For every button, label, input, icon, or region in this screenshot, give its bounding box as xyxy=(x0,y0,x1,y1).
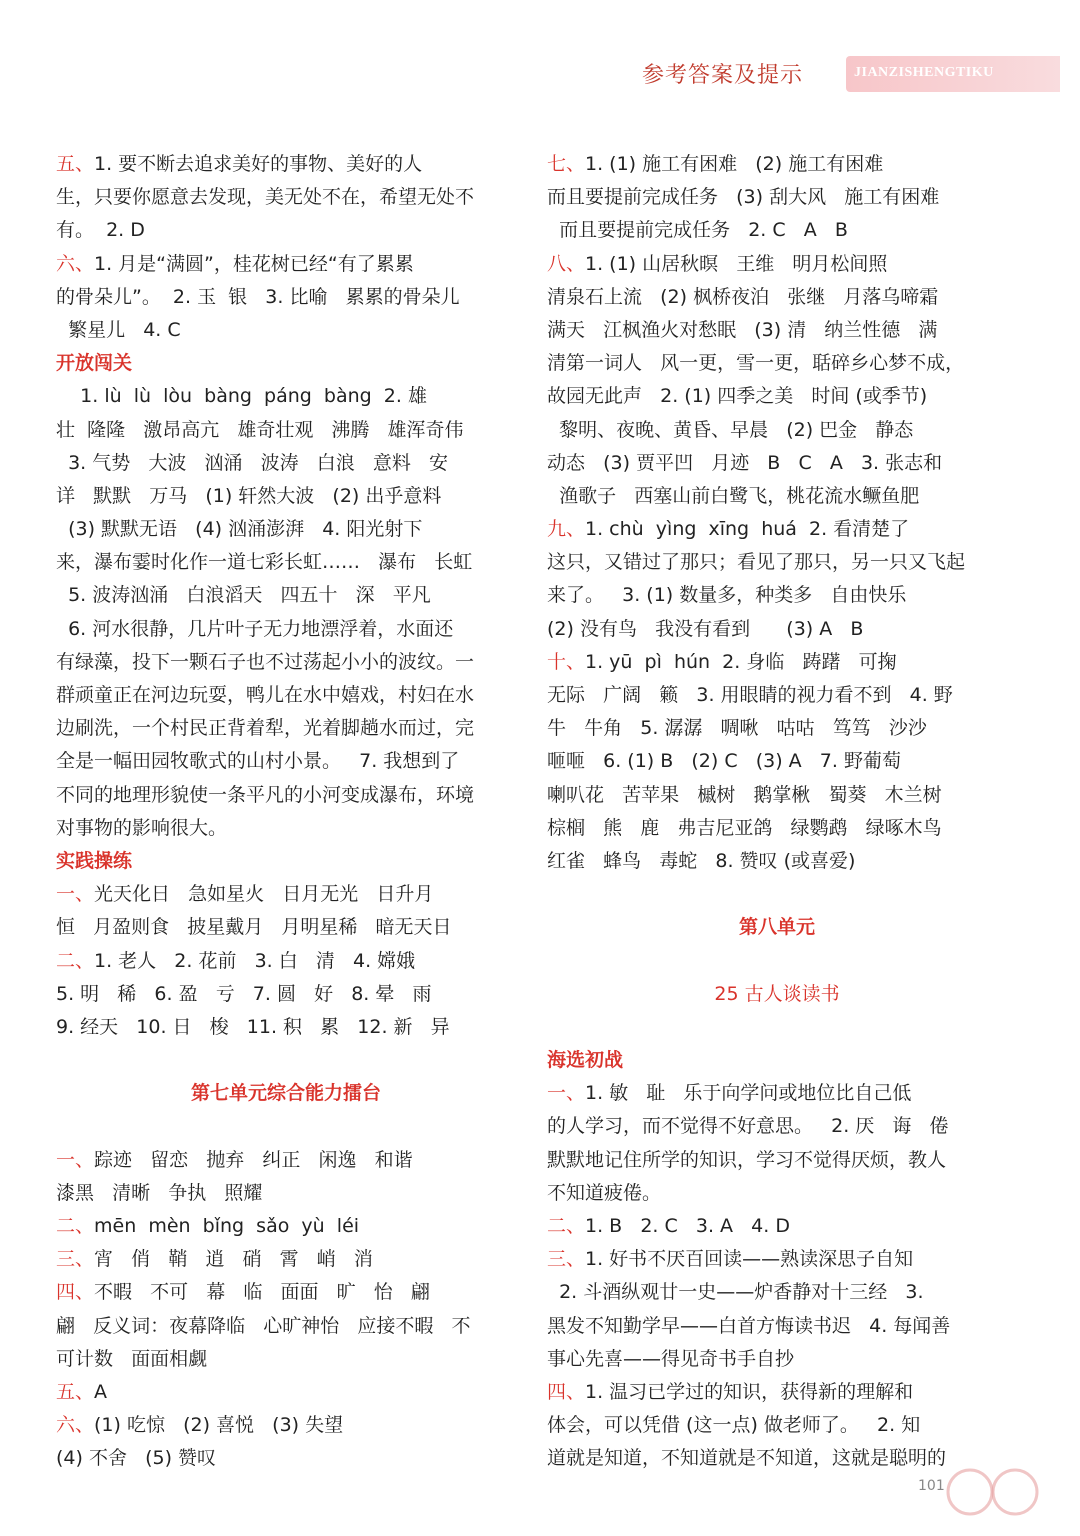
answer-line xyxy=(547,1144,1007,1177)
question-number: 三、 xyxy=(56,1248,95,1271)
question-number: 四、 xyxy=(547,1380,586,1403)
question-number: 八、 xyxy=(547,252,586,275)
question-number: 二、 xyxy=(547,1215,586,1237)
unit-heading: 第七单元综合能力擂台 xyxy=(190,1082,381,1105)
answer-line xyxy=(56,181,516,214)
question-number: 一、 xyxy=(56,1148,95,1171)
answer-line xyxy=(56,1144,516,1177)
answer-text: 动态 (3) 贾平凹 月迹 B C A 3. 张志和 xyxy=(547,451,943,474)
answer-text: 5. 明 稀 6. 盈 亏 7. 圆 好 8. 晕 雨 xyxy=(56,982,432,1005)
right-answer-column xyxy=(547,148,1007,1476)
answer-text: 1. 老人 2. 花前 3. 白 清 4. 嫦娥 xyxy=(94,949,416,972)
section-heading: 开放闯关 xyxy=(56,352,133,375)
answer-line xyxy=(547,248,1007,281)
answer-line xyxy=(547,447,1007,480)
answer-text: 全是一幅田园牧歌式的山村小景。 7. 我想到了 xyxy=(56,750,460,773)
lesson-heading: 25 古人谈读书 xyxy=(714,982,840,1005)
answer-text: 来，瀑布霎时化作一道七彩长虹…… 瀑布 长虹 xyxy=(56,551,473,574)
answer-text: 9. 经天 10. 日 梭 11. 积 累 12. 新 异 xyxy=(56,1015,450,1038)
answer-text: 1. 敏 耻 乐于向学问或地位比自己低 xyxy=(585,1082,912,1105)
question-number: 五、 xyxy=(56,1380,95,1403)
answer-line xyxy=(56,1310,516,1343)
answer-text: 而且要提前完成任务 2. C A B xyxy=(547,219,848,242)
answer-text: 1. B 2. C 3. A 4. D xyxy=(585,1215,790,1237)
answer-text: 的骨朵儿”。 2. 玉 银 3. 比喻 累累的骨朵儿 xyxy=(56,285,460,308)
answer-text: 1. yū pì hún 2. 身临 踌躇 可掬 xyxy=(585,650,897,673)
answer-text: 事心先喜——得见奇书手自抄 xyxy=(547,1347,795,1370)
question-number: 一、 xyxy=(56,883,95,906)
answer-line xyxy=(56,513,516,546)
answer-line xyxy=(547,1310,1007,1343)
answer-text: (2) 没有鸟 我没有看到 (3) A B xyxy=(547,617,864,640)
answer-text: 1. 温习已学过的知识，获得新的理解和 xyxy=(585,1380,914,1403)
answer-text: 有绿藻，投下一颗石子也不过荡起小小的波纹。一 xyxy=(56,650,475,673)
answer-line xyxy=(56,911,516,944)
answer-line xyxy=(56,978,516,1011)
answer-line xyxy=(547,1276,1007,1309)
section-heading: 海选初战 xyxy=(547,1049,624,1072)
answer-line xyxy=(547,480,1007,513)
answer-line xyxy=(56,248,516,281)
question-number: 九、 xyxy=(547,518,586,541)
answer-text: 翩 反义词：夜幕降临 心旷神怡 应接不暇 不 xyxy=(56,1314,471,1337)
answer-text: 5. 波涛汹涌 白浪滔天 四五十 深 平凡 xyxy=(56,584,431,607)
answer-line xyxy=(547,845,1007,878)
answer-text: 黑发不知勤学早——白首方悔读书迟 4. 每闻善 xyxy=(547,1314,951,1337)
answer-line xyxy=(56,148,516,181)
page-header-title: 参考答案及提示 xyxy=(642,63,804,88)
answer-line xyxy=(547,414,1007,447)
answer-text: 1. lù lù lòu bàng páng bàng 2. 雄 xyxy=(56,385,427,408)
answer-text: 来了。 3. (1) 数量多，种类多 自由快乐 xyxy=(547,584,907,607)
unit-heading: 第八单元 xyxy=(738,916,815,939)
watermark-logo-icon xyxy=(940,1462,1060,1522)
answer-line xyxy=(547,1243,1007,1276)
answer-line xyxy=(56,380,516,413)
header-tab-text: JIANZISHENGTIKU xyxy=(854,65,994,80)
answer-text: 不暇 不可 幕 临 面面 旷 怡 翩 xyxy=(94,1281,430,1304)
answer-line xyxy=(547,1110,1007,1143)
answer-text: 宵 俏 鞘 逍 硝 霄 峭 消 xyxy=(94,1248,373,1271)
question-number: 五、 xyxy=(56,153,95,175)
answer-line xyxy=(547,812,1007,845)
answer-text: 的人学习，而不觉得不好意思。 2. 厌 诲 倦 xyxy=(547,1115,949,1138)
answer-text: 踪迹 留恋 抛弃 纠正 闲逸 和谐 xyxy=(94,1148,413,1171)
question-number: 六、 xyxy=(56,252,95,275)
answer-text: 可计数 面面相觑 xyxy=(56,1347,208,1370)
answer-line xyxy=(547,579,1007,612)
answer-line xyxy=(547,214,1007,247)
answer-text: 1. 好书不厌百回读——熟读深思子自知 xyxy=(585,1248,914,1271)
answer-line xyxy=(56,878,516,911)
answer-text: 清泉石上流 (2) 枫桥夜泊 张继 月落乌啼霜 xyxy=(547,285,939,308)
spacer xyxy=(547,1011,1007,1044)
answer-text: 繁星儿 4. C xyxy=(56,318,181,341)
answer-text: 渔歌子 西塞山前白鹭飞，桃花流水鳜鱼肥 xyxy=(547,484,920,507)
answer-line xyxy=(547,1409,1007,1442)
answer-line xyxy=(547,380,1007,413)
spacer xyxy=(56,1044,516,1077)
page-number: 101 xyxy=(918,1478,945,1494)
question-number: 六、 xyxy=(56,1414,95,1437)
answer-line xyxy=(547,1343,1007,1376)
question-number: 四、 xyxy=(56,1281,95,1304)
answer-line xyxy=(56,1343,516,1376)
answer-text: 清第一词人 风一更，雪一更，聒碎乡心梦不成， xyxy=(547,352,965,375)
answer-line xyxy=(56,646,516,679)
answer-line xyxy=(56,679,516,712)
answer-line xyxy=(547,314,1007,347)
answer-line xyxy=(547,281,1007,314)
question-number: 二、 xyxy=(56,949,95,972)
answer-text: (4) 不舍 (5) 赞叹 xyxy=(56,1447,217,1470)
answer-line xyxy=(56,812,516,845)
answer-line xyxy=(547,1442,1007,1475)
question-number: 三、 xyxy=(547,1248,586,1271)
answer-text: 体会，可以凭借 (这一点) 做老师了。 2. 知 xyxy=(547,1414,921,1437)
answer-text: 1. chù yìng xīng huá 2. 看清楚了 xyxy=(585,518,910,541)
question-number: 二、 xyxy=(56,1215,95,1237)
answer-line xyxy=(547,148,1007,181)
answer-line xyxy=(547,779,1007,812)
answer-text: 而且要提前完成任务 (3) 刮大风 施工有困难 xyxy=(547,186,940,209)
answer-line xyxy=(547,712,1007,745)
spacer xyxy=(56,1110,516,1143)
answer-line xyxy=(547,613,1007,646)
answer-line xyxy=(547,181,1007,214)
answer-line xyxy=(547,347,1007,380)
answer-line xyxy=(56,579,516,612)
answer-line xyxy=(56,1376,516,1409)
answer-line xyxy=(56,1177,516,1210)
section-heading: 实践操练 xyxy=(56,849,133,872)
answer-text: A xyxy=(94,1380,108,1403)
answer-text: 有。 2. D xyxy=(56,219,145,242)
answer-text: 对事物的影响很大。 xyxy=(56,816,228,839)
answer-text: 6. 河水很静，几片叶子无力地漂浮着，水面还 xyxy=(56,617,454,640)
answer-text: 2. 斗酒纵观廿一史——炉香静对十三经 3. xyxy=(547,1281,924,1304)
answer-text: 黎明、夜晚、黄昏、早晨 (2) 巴金 静态 xyxy=(547,418,914,441)
answer-line xyxy=(547,513,1007,546)
answer-text: 棕榈 熊 鹿 弗吉尼亚鸽 绿鹦鹉 绿啄木鸟 xyxy=(547,816,942,839)
question-number: 一、 xyxy=(547,1082,586,1105)
spacer xyxy=(547,945,1007,978)
answer-line xyxy=(56,1210,516,1243)
answer-text: 无际 广阔 籁 3. 用眼睛的视力看不到 4. 野 xyxy=(547,684,953,706)
answer-text: 1. 要不断去追求美好的事物、美好的人 xyxy=(94,153,423,175)
answer-text: 详 默默 万马 (1) 轩然大波 (2) 出乎意料 xyxy=(56,484,442,507)
answer-line xyxy=(56,1276,516,1309)
answer-line xyxy=(56,314,516,347)
answer-line xyxy=(56,447,516,480)
answer-text: 漆黑 清晰 争执 照耀 xyxy=(56,1181,263,1204)
answer-text: (3) 默默无语 (4) 汹涌澎湃 4. 阳光射下 xyxy=(56,518,423,541)
answer-line xyxy=(56,745,516,778)
answer-text: 这只，又错过了那只；看见了那只，另一只又飞起 xyxy=(547,551,966,574)
answer-line xyxy=(547,1376,1007,1409)
answer-line xyxy=(547,646,1007,679)
answer-text: 故园无此声 2. (1) 四季之美 时间 (或季节) xyxy=(547,385,928,408)
answer-line xyxy=(547,1177,1007,1210)
spacer xyxy=(547,878,1007,911)
answer-text: 1. (1) 山居秋暝 王维 明月松间照 xyxy=(585,252,888,275)
answer-text: 喇叭花 苦苹果 槭树 鹅掌楸 蜀葵 木兰树 xyxy=(547,783,942,806)
answer-text: 咂咂 6. (1) B (2) C (3) A 7. 野葡萄 xyxy=(547,750,901,773)
question-number: 七、 xyxy=(547,153,586,175)
answer-text: (1) 吃惊 (2) 喜悦 (3) 失望 xyxy=(94,1414,344,1437)
answer-text: mēn mèn bǐng sǎo yù léi xyxy=(94,1215,360,1237)
answer-text: 默默地记住所学的知识，学习不觉得厌烦，教人 xyxy=(547,1148,947,1171)
answer-text: 1. 月是“满圆”，桂花树已经“有了累累 xyxy=(94,252,414,275)
answer-text: 3. 气势 大波 汹涌 波涛 白浪 意料 安 xyxy=(56,451,448,474)
answer-line xyxy=(547,745,1007,778)
answer-line xyxy=(56,613,516,646)
answer-line xyxy=(56,779,516,812)
answer-line xyxy=(56,414,516,447)
answer-text: 光天化日 急如星火 日月无光 日升月 xyxy=(94,883,434,906)
answer-text: 不同的地理形貌使一条平凡的小河变成瀑布，环境 xyxy=(56,783,475,806)
answer-line xyxy=(56,1409,516,1442)
question-number: 十、 xyxy=(547,650,586,673)
answer-line xyxy=(56,281,516,314)
header-tab-banner xyxy=(846,56,1060,92)
answer-text: 红雀 蜂鸟 毒蛇 8. 赞叹 (或喜爱) xyxy=(547,849,856,872)
answer-line xyxy=(56,712,516,745)
answer-line xyxy=(56,1011,516,1044)
answer-text: 不知道疲倦。 xyxy=(547,1181,662,1204)
answer-line xyxy=(56,546,516,579)
answer-line xyxy=(56,1243,516,1276)
answer-line xyxy=(547,1077,1007,1110)
answer-line xyxy=(547,1210,1007,1243)
answer-line xyxy=(56,214,516,247)
answer-text: 群顽童正在河边玩耍，鸭儿在水中嬉戏，村妇在水 xyxy=(56,684,475,706)
left-answer-column xyxy=(56,148,516,1476)
answer-text: 恒 月盈则食 披星戴月 月明星稀 暗无天日 xyxy=(56,916,452,939)
answer-text: 生，只要你愿意去发现，美无处不在，希望无处不 xyxy=(56,186,475,209)
answer-line xyxy=(547,679,1007,712)
answer-line xyxy=(547,546,1007,579)
answer-text: 边刷洗，一个村民正背着犁，光着脚趟水而过，完 xyxy=(56,717,475,740)
answer-line xyxy=(56,1442,516,1475)
answer-text: 道就是知道，不知道就是不知道，这就是聪明的 xyxy=(547,1447,947,1470)
answer-text: 1. (1) 施工有困难 (2) 施工有困难 xyxy=(585,153,884,175)
answer-text: 满天 江枫渔火对愁眠 (3) 清 纳兰性德 满 xyxy=(547,318,938,341)
answer-line xyxy=(56,945,516,978)
answer-text: 牛 牛角 5. 潺潺 啁啾 咕咕 笃笃 沙沙 xyxy=(547,717,927,740)
answer-line xyxy=(56,480,516,513)
answer-text: 壮 隆隆 激昂高亢 雄奇壮观 沸腾 雄浑奇伟 xyxy=(56,418,464,441)
